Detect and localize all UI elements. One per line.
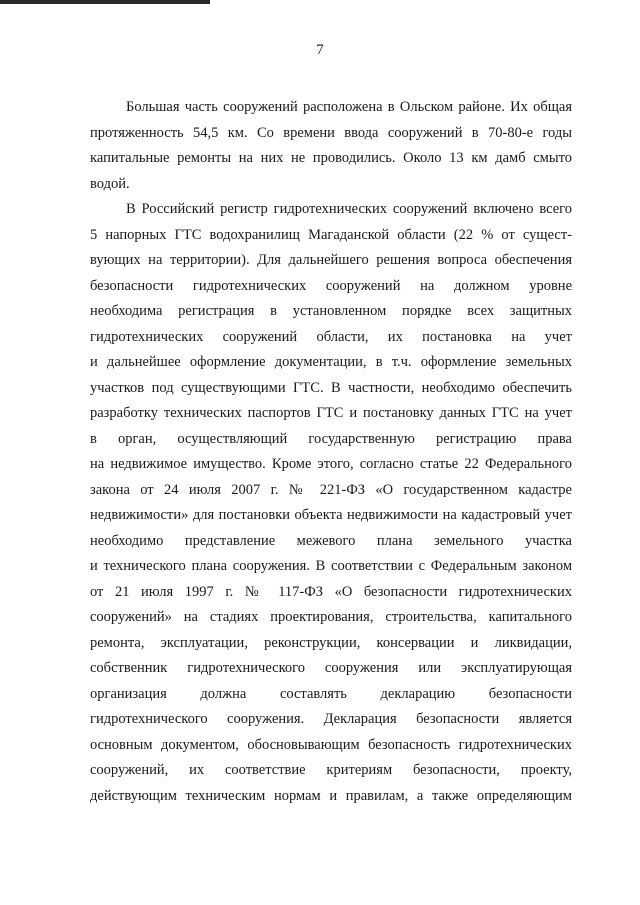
text-line: от 21 июля 1997 г. № 117-ФЗ «О безопасности гидротехнических	[90, 583, 572, 600]
text-line: сооружений» на стадиях проектирования, строительства, капитального	[90, 609, 572, 625]
text-line: безопасности гидротехнических сооружений на должном уровне	[90, 277, 572, 294]
text-line: в орган, осуществляющий государственную регистрацию права	[90, 430, 572, 447]
text-line: необходимо представление межевого плана земельного участка	[90, 532, 572, 549]
text-line: Большая часть сооружений расположена в Ольском районе. Их общая	[126, 99, 572, 115]
text-line: необходима регистрация в установленном порядке всех защитных	[90, 303, 572, 319]
text-line: действующим техническим нормам и правилам, а также определяющим	[90, 787, 572, 804]
text-line: 5 напорных ГТС водохранилищ Магаданской области (22 % от сущест-	[90, 226, 572, 243]
text-line: В Российский регистр гидротехнических сооружений включено всего	[126, 201, 572, 217]
text-line: закона от 24 июля 2007 г. № 221-ФЗ «О государственном кадастре	[90, 481, 572, 498]
text-line: вующих на территории). Для дальнейшего решения вопроса обеспечения	[90, 252, 572, 268]
text-line: ремонта, эксплуатации, реконструкции, консервации и ликвидации,	[90, 634, 572, 651]
text-line: участков под существующими ГТС. В частности, необходимо обеспечить	[90, 379, 572, 396]
page-number: 7	[316, 42, 324, 58]
text-line: на недвижимое имущество. Кроме этого, согласно статье 22 Федерального	[90, 456, 572, 472]
text-line: разработку технических паспортов ГТС и постановку данных ГТС на учет	[90, 405, 572, 421]
text-line: сооружений, их соответствие критериям безопасности, проекту,	[90, 762, 572, 778]
text-line: гидротехнических сооружений области, их постановка на учет	[90, 328, 572, 345]
scan-edge-mark	[0, 0, 210, 4]
text-line: капитальные ремонты на них не проводились. Около 13 км дамб смыто	[90, 150, 572, 166]
text-line: собственник гидротехнического сооружения или эксплуатирующая	[90, 660, 572, 676]
text-line: организация должна составлять декларацию безопасности	[90, 685, 572, 702]
text-line: основным документом, обосновывающим безопасность гидротехнических	[90, 736, 572, 753]
text-line: водой.	[90, 175, 130, 192]
body-text	[90, 95, 572, 809]
text-line: недвижимости» для постановки объекта недвижимости на кадастровый учет	[90, 507, 572, 523]
text-line: гидротехнического сооружения. Декларация безопасности является	[90, 711, 572, 727]
text-line: протяженность 54,5 км. Со времени ввода сооружений в 70-80-е годы	[90, 124, 572, 141]
text-line: и технического плана сооружения. В соответствии с Федеральным законом	[90, 558, 572, 574]
text-line: и дальнейшее оформление документации, в т.ч. оформление земельных	[90, 354, 572, 370]
